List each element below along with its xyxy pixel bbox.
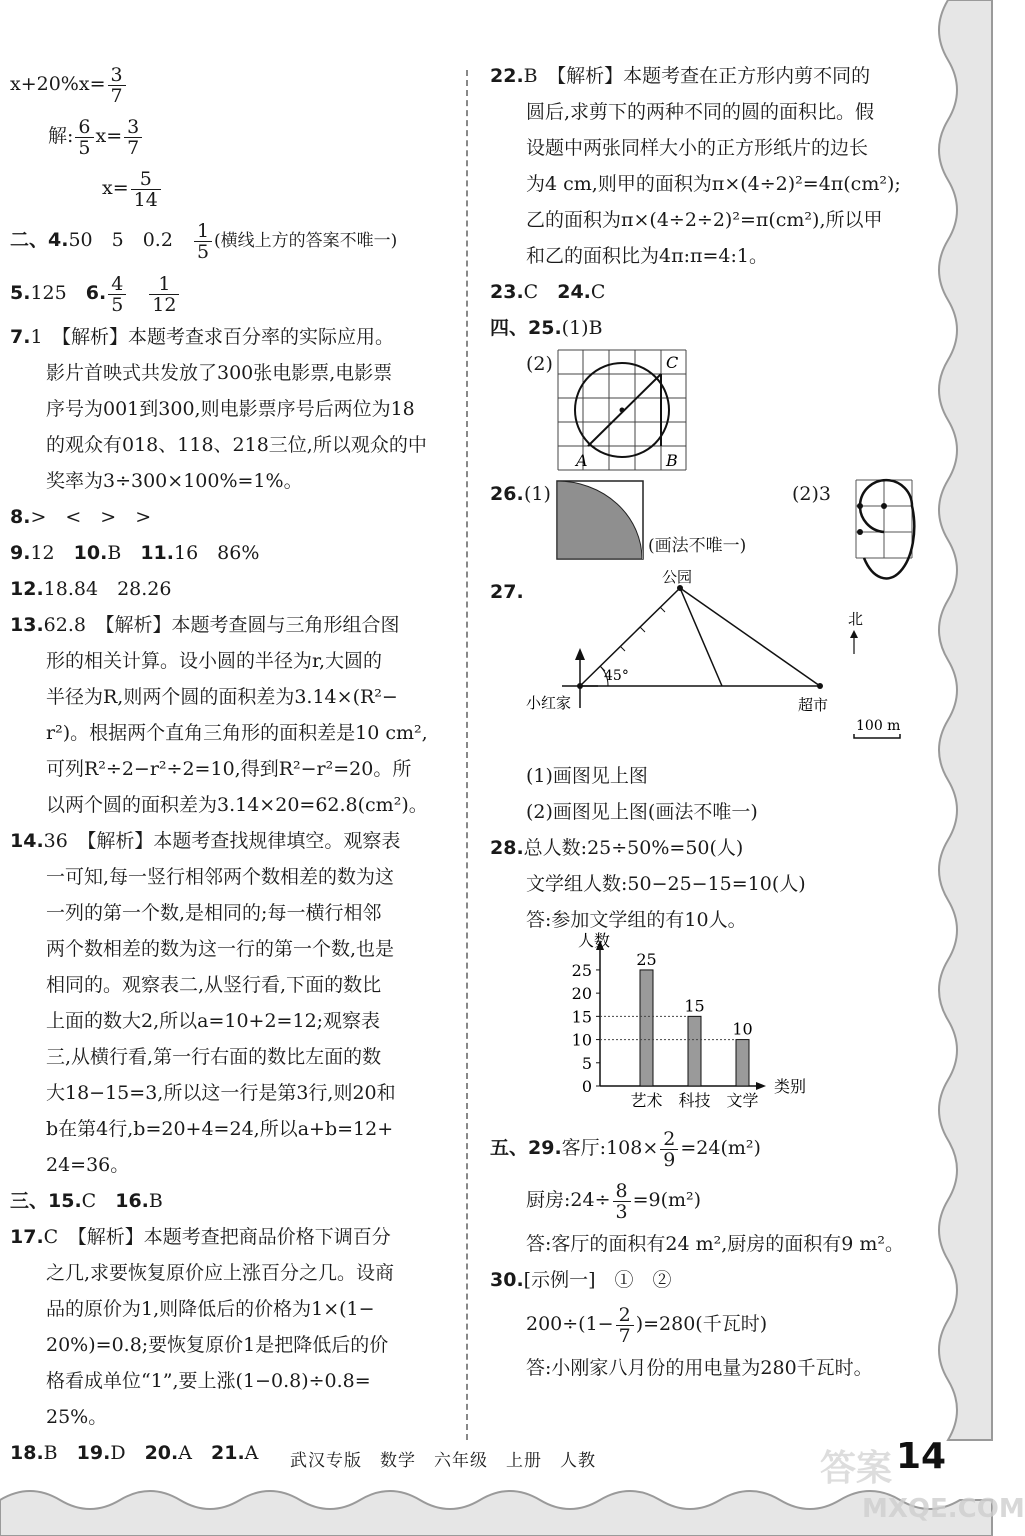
answer-q28: 28.总人数:25÷50%=50(人) 文学组人数:50−25−15=10(人) 答:参加文学组的有10人。 (490, 837, 806, 931)
equation-2: 解: $\frac{6}{5}$ x= $\frac{3}{7}$ (10, 110, 455, 162)
category-label: 艺术 (630, 1091, 663, 1110)
y-tick-label: 15 (571, 1007, 592, 1027)
map-market-label: 超市 (798, 696, 829, 714)
y-tick-label: 5 (581, 1053, 592, 1073)
answer-q18-q21: 18.B 19.D 20.A 21.A (10, 1442, 259, 1464)
fraction: $\frac{3}{7}$ (124, 117, 142, 158)
q30-equation: 200÷(1− $\frac{2}{7}$ )=280(千瓦时) (526, 1303, 768, 1347)
fraction: $\frac{5}{14}$ (131, 169, 161, 210)
fraction: $\frac{8}{3}$ (613, 1181, 631, 1222)
equation-1: x+20%x= $\frac{3}{7}$ (10, 58, 455, 110)
y-tick-label: 0 (581, 1077, 592, 1096)
answer-q12: 12.18.84 28.26 (10, 578, 172, 600)
footer-info: 武汉专版 数学 六年级 上册 人教 (290, 1451, 596, 1471)
watermark-url: MXQE.COM (862, 1494, 1025, 1524)
map-north-label: 北 (848, 610, 864, 628)
q28-bar-chart (490, 931, 930, 1122)
q30-answer: 答:小刚家八月份的用电量为280千瓦时。 (526, 1357, 873, 1379)
q27-answer-2: (2)画图见上图(画法不唯一) (526, 801, 758, 823)
answer-q4: 二、4.50 5 0.2 $\frac{1}{5}$ (横线上方的答案不唯一) (10, 219, 398, 263)
y-axis-title: 人数 (578, 931, 611, 950)
answer-q17: 17.C 【解析】本题考查把商品价格下调百分 之几,求要恢复原价应上涨百分之几。设商 品的原价为1,则降低后的价格为1×(1− 20%)=0.8;要恢复原价1是把降低后的价 格看成单位“1”,要上涨(1−0.8)÷0.8= 25%。 (10, 1226, 395, 1428)
point-b-label: B (666, 451, 678, 470)
map-park-label: 公园 (662, 568, 693, 586)
map-scale-label: 100 m (856, 718, 901, 734)
fraction: $\frac{2}{7}$ (616, 1305, 634, 1346)
answer-q27: 27. 公园 小红家 超市 45° 北 100 m (490, 574, 930, 758)
answer-q9-q11: 9.12 10.B 11.16 86% (10, 542, 260, 564)
x-axis-arrow (756, 1082, 766, 1090)
data-label: 15 (684, 996, 705, 1016)
y-tick-label: 25 (571, 960, 592, 980)
answer-q14: 14.36 【解析】本题考查找规律填空。观察表 一可知,每一竖行相邻两个数相差的数为这 一列的第一个数,是相同的;每一横行相邻 两个数相差的数为这一行的第一个数,也是 相同的。观察表二,从竖行看,下面的数比 上面的数大2,所以a=10+2=12;观察表 三,从横行看,第一行右面的数比左面的数 大18−15=3,所以这一行是第3行,则20和 b在第4行,b=20+4=24,所以a+b=12+ 24=36。 (10, 830, 401, 1176)
category-label: 科技 (678, 1091, 711, 1110)
bar (688, 1016, 701, 1086)
column-divider (466, 70, 468, 1440)
q26-curve-figure (856, 480, 916, 560)
fraction: $\frac{2}{9}$ (660, 1129, 678, 1170)
answer-q26: 26. (1) (画法不唯一) (2)3 (490, 476, 930, 574)
q27-map (520, 568, 901, 754)
fraction: $\frac{1}{5}$ (194, 221, 212, 262)
answer-q30: 30.[示例一] ① ② (490, 1269, 672, 1291)
right-wavy-border (939, 0, 992, 1440)
bar-chart-svg (560, 931, 850, 1118)
map-angle-label: 45° (604, 668, 629, 684)
fraction: $\frac{1}{12}$ (149, 274, 179, 315)
left-column (10, 58, 455, 1471)
x-axis-title: 类别 (774, 1077, 807, 1096)
answer-q23-q24: 23.C 24.C (490, 281, 606, 303)
data-label: 10 (732, 1019, 753, 1039)
fraction: $\frac{4}{5}$ (108, 274, 126, 315)
answer-q22: 22.B 【解析】本题考查在正方形内剪不同的 圆后,求剪下的两种不同的圆的面积比。假 设题中两张同样大小的正方形纸片的边长 为4 cm,则甲的面积为π×(4÷2)²=4π(cm²); 乙的面积为π×(4÷2÷2)²=π(cm²),所以甲 和乙的面积比为4π:π=4:1。 (490, 65, 901, 267)
bar (736, 1040, 749, 1086)
map-home-label: 小红家 (526, 694, 572, 712)
answer-q29-b: 厨房:24÷ $\frac{8}{3}$ =9(m²) (526, 1179, 702, 1223)
answer-q25: 四、25.(1)B (490, 317, 603, 339)
bar (640, 970, 653, 1086)
answer-q29-a: 五、29.客厅:108× $\frac{2}{9}$ =24(m²) (490, 1127, 761, 1171)
answer-q13: 13.62.8 【解析】本题考查圆与三角形组合图 形的相关计算。设小圆的半径为r,大圆的 半径为R,则两个圆的面积差为3.14×(R²− r²)。根据两个直角三角形的面积差是10 cm², 可列R²÷2−r²÷2=10,得到R²−r²=20。所 以两个圆的面积差为3.14×20=62.8(cm²)。 (10, 614, 428, 816)
q29-answer: 答:客厅的面积有24 m²,厨房的面积有9 m²。 (526, 1233, 905, 1255)
answer-q8: 8.> < > > (10, 506, 152, 528)
category-label: 文学 (726, 1091, 759, 1110)
equation-3: x= $\frac{5}{14}$ (10, 162, 455, 214)
y-tick-label: 20 (571, 984, 592, 1004)
fraction: $\frac{3}{7}$ (108, 65, 126, 106)
right-column (490, 58, 930, 1386)
point-c-label: C (666, 353, 679, 372)
data-label: 25 (636, 949, 657, 969)
y-tick-label: 10 (571, 1030, 592, 1050)
q25-figure: (2) C A B (490, 346, 930, 476)
answer-q7: 7.1 【解析】本题考查求百分率的实际应用。 影片首映式共发放了300张电影票,电影票 序号为001到300,则电影票序号后两位为18 的观众有018、118、218三位,所以观众的中 奖率为3÷300×100%=1%。 (10, 326, 427, 492)
answer-q15-q16: 三、15.C 16.B (10, 1190, 163, 1212)
q26-quarter-circle (556, 480, 646, 562)
page-number: 14 (896, 1436, 947, 1477)
watermark-logo: 答案 (820, 1448, 893, 1489)
fraction: $\frac{6}{5}$ (75, 117, 93, 158)
point-a-label: A (576, 451, 588, 470)
answer-q5-q6: 5.125 6. $\frac{4}{5}$ $\frac{1}{12}$ (10, 267, 455, 319)
q25-grid-circle (558, 350, 688, 472)
q27-answer-1: (1)画图见上图 (526, 765, 648, 787)
bottom-wavy-border (0, 1491, 992, 1536)
